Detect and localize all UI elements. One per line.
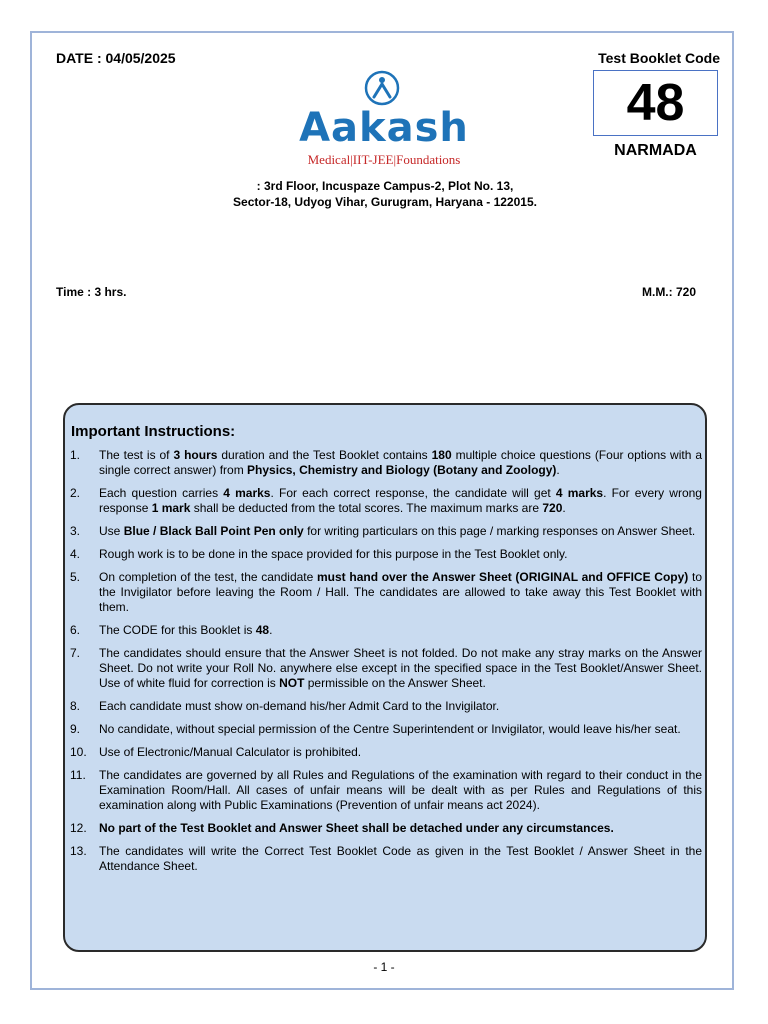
booklet-code: 48 (626, 74, 685, 132)
booklet-code-label: Test Booklet Code (598, 50, 720, 66)
instruction-item (70, 699, 702, 714)
instruction-number: 6. (70, 623, 81, 637)
instruction-text: No candidate, without special permission of the Centre Superintendent or Invigilator, would leave his/her seat. (99, 722, 681, 736)
instruction-number: 8. (70, 699, 81, 713)
instruction-text: The CODE for this Booklet is 48. (99, 623, 273, 637)
page-number: - 1 - (373, 960, 395, 974)
instruction-number: 10. (70, 745, 87, 759)
instruction-text: On completion of the test, the candidate must hand over the Answer Sheet (ORIGINAL and OFFICE Copy) to the Invigilator before leaving the Room / Hall. The candidates are allowed to take away this Test Booklet with them. (99, 570, 702, 614)
instruction-number: 1. (70, 448, 81, 462)
booklet-code-box (593, 70, 718, 136)
instructions-list (70, 448, 702, 882)
instruction-text: Use Blue / Black Ball Point Pen only for writing particulars on this page / marking responses on Answer Sheet. (99, 524, 696, 538)
instruction-text: Each question carries 4 marks. For each correct response, the candidate will get 4 marks. For every wrong response 1 mark shall be deducted from the total scores. The maximum marks are 720. (99, 486, 702, 515)
instruction-number: 13. (70, 844, 87, 858)
instruction-item (70, 722, 702, 737)
instruction-number: 3. (70, 524, 81, 538)
logo-brand: Aakash (299, 105, 469, 151)
maximum-marks: M.M.: 720 (641, 285, 696, 299)
instruction-item (70, 646, 702, 691)
instruction-item (70, 768, 702, 813)
instruction-number: 2. (70, 486, 81, 500)
address-line-1: : 3rd Floor, Incuspaze Campus-2, Plot No. 13, (256, 179, 514, 193)
instruction-text: Rough work is to be done in the space provided for this purpose in the Test Booklet only. (99, 547, 568, 561)
instruction-text: No part of the Test Booklet and Answer Sheet shall be detached under any circumstances. (99, 821, 614, 835)
instruction-item (70, 844, 702, 874)
instruction-text: The test is of 3 hours duration and the Test Booklet contains 180 multiple choice questions (Four options with a single correct answer) from Physics, Chemistry and Biology (Botany and Zoology). (99, 448, 703, 477)
instruction-number: 7. (70, 646, 81, 660)
centre-address (190, 178, 580, 210)
instructions-heading: Important Instructions: (71, 423, 236, 440)
logo-tagline: Medical|IIT-JEE|Foundations (307, 152, 461, 167)
aakash-logo (294, 70, 474, 172)
instruction-number: 4. (70, 547, 81, 561)
instruction-item (70, 486, 702, 516)
exam-date: DATE : 04/05/2025 (56, 50, 176, 66)
instruction-number: 12. (70, 821, 87, 835)
instruction-item (70, 623, 702, 638)
instruction-item (70, 745, 702, 760)
instruction-item (70, 570, 702, 615)
instruction-number: 5. (70, 570, 81, 584)
exam-duration: Time : 3 hrs. (56, 285, 127, 299)
booklet-name: NARMADA (614, 142, 697, 159)
instruction-text: Use of Electronic/Manual Calculator is prohibited. (99, 745, 362, 759)
instruction-item (70, 547, 702, 562)
instruction-text: The candidates are governed by all Rules and Regulations of the examination with regard to their conduct in the Examination Room/Hall. All cases of unfair means will be dealt with as per Rules and Regulations of this examination along with Public Examinations (Prevention of unfair means act 2024). (99, 768, 702, 812)
instruction-text: Each candidate must show on-demand his/her Admit Card to the Invigilator. (99, 699, 500, 713)
instruction-text: The candidates should ensure that the Answer Sheet is not folded. Do not make any stray marks on the Answer Sheet. Do not write your Roll No. anywhere else except in the specified space in the Test Booklet/Answer Sheet. Use of white fluid for correction is NOT permissible on the Answer Sheet. (99, 646, 702, 690)
instruction-text: The candidates will write the Correct Test Booklet Code as given in the Test Booklet / Answer Sheet in the Attendance Sheet. (99, 844, 702, 873)
instruction-item (70, 524, 702, 539)
aakash-person-icon (364, 70, 400, 106)
address-line-2: Sector-18, Udyog Vihar, Gurugram, Haryana - 122015. (233, 195, 537, 209)
instruction-item (70, 821, 702, 836)
instruction-item (70, 448, 702, 478)
instruction-number: 11. (70, 768, 86, 782)
instruction-number: 9. (70, 722, 81, 736)
